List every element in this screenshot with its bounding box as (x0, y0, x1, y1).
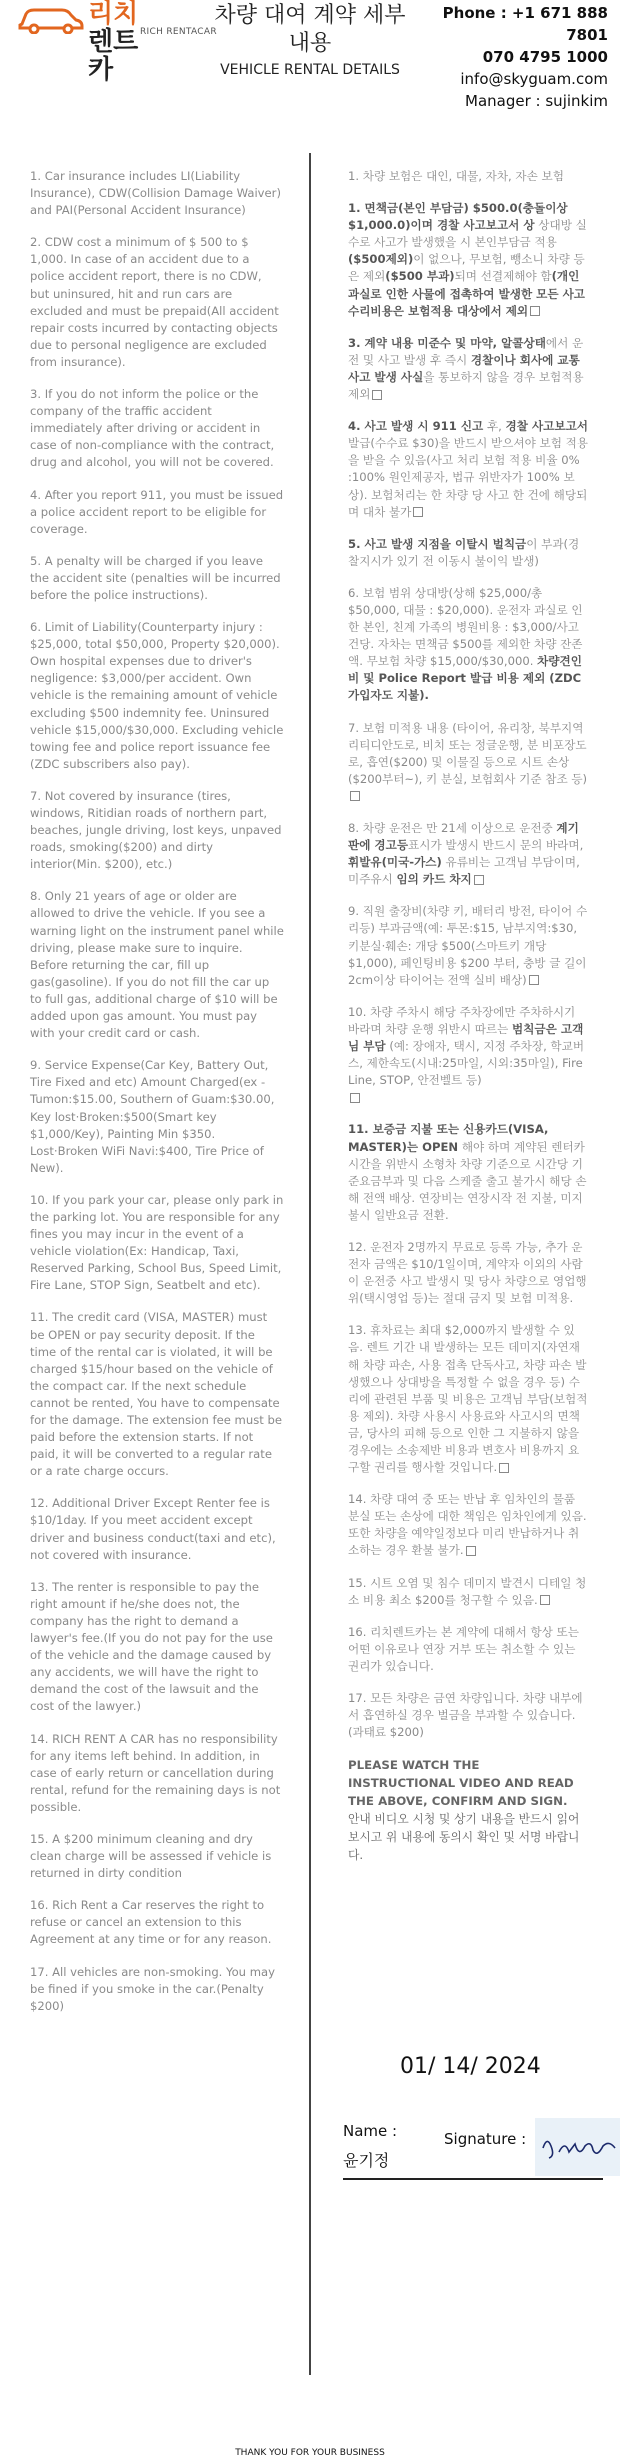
term-ko-3-bold-2: 경찰이나 회사에 교통 사고 발생 사실 (348, 352, 580, 384)
term-en-6: 6. Limit of Liability(Counterparty injury : $25,000, total $50,000, Property $20,000). Own hospital expenses due to driver's negligence: $3,000/per accident. Own vehicle is the remaining amount of vehicle excluding $500 indemnity fee. Uninsured vehicle $15,000/$30,000. Excluding vehicle towing fee and police report issuance fee (ZDC subscribers also pay). (30, 620, 284, 771)
checkbox-3[interactable] (372, 390, 382, 400)
page-title-en: VEHICLE RENTAL DETAILS (220, 62, 400, 78)
term-ko-6-text-1: 6. 보험 범위 상대방(상해 $25,000/총 $50,000, 대물 : $20,000). 운전자 과실로 인한 본인, 친계 가족의 병원비용 : $3,000/사고건당. 자차는 면책금 $500를 제외한 차량 잔존액. 무보험 차량 $15,000/$30,000. (348, 585, 583, 669)
term-ko-10-text-1: 10. 차량 주차시 해당 주차장에만 주차하시기 바라며 차량 운행 위반시 따르는 (348, 1004, 576, 1036)
logo-ri: 리치 (88, 0, 139, 29)
sign-date[interactable]: 01/ 14/ 2024 (400, 2054, 541, 2079)
term-ko-3-text-2: 을 통보하지 않을 경우 보험적용 제외 (348, 369, 584, 402)
term-ko-3-bold-1: 3. 계약 내용 미준수 및 마약, 알콜상태 (348, 335, 546, 350)
name-field[interactable]: 윤기정 (343, 2151, 390, 2170)
term-ko-5-bold-1: 5. 사고 발생 지점을 이탈시 벌칙금 (348, 536, 527, 551)
watch-instruction-en: PLEASE WATCH THE INSTRUCTIONAL VIDEO AND READ THE ABOVE, CONFIRM AND SIGN. (348, 1758, 574, 1809)
term-ko-2-bold-4: (개인 과실로 인한 사물에 접촉하여 발생한 모든 사고 수리비용은 보험적용 대상에서 제외 (348, 269, 586, 318)
term-ko-5 (348, 536, 588, 570)
term-ko-3-text-1: 에서 운전 및 사고 발생 후 즉시 (348, 335, 584, 367)
term-en-7: 7. Not covered by insurance (tires, windows, Ritidian roads of northern part, beaches, jungle driving, lost keys, unpaved roads, smoking($200) and dirty interior(Min. $200), etc.) (30, 788, 282, 872)
checkbox-15[interactable] (540, 1595, 550, 1605)
term-ko-3 (348, 335, 588, 403)
terms-korean (348, 168, 588, 1878)
term-ko-2-text-3: 되며 선결제해야 함 (454, 269, 552, 284)
checkbox-14[interactable] (466, 1546, 476, 1556)
term-ko-11-bold-1: 11. 보증금 지불 또는 신용카드(VISA, MASTER)는 OPEN (348, 1122, 549, 1154)
watch-instruction-ko: 안내 비디오 시청 및 상기 내용을 반드시 읽어보시고 위 내용에 동의시 확인 및 서명 바랍니다. (348, 1812, 580, 1863)
term-ko-4-bold-2: 경찰 사고보고서 (505, 419, 588, 434)
term-ko-2-bold-2: ($500제외) (348, 252, 414, 267)
checkbox-10[interactable] (350, 1093, 360, 1103)
name-label: Name : (343, 2122, 398, 2140)
logo-text (88, 0, 152, 84)
term-ko-4 (348, 418, 588, 521)
term-ko-2-text-1: 상대방 실수로 사고가 발생했을 시 본인부담금 적용 (348, 218, 587, 250)
term-ko-11 (348, 1121, 588, 1224)
term-en-3: 3. If you do not inform the police or the company of the traffic accident immediately after driving or accident in case of non-compliance with the contract, drug and alcohol, you will not be covered. (30, 387, 275, 470)
checkbox-4[interactable] (413, 507, 423, 517)
term-ko-6 (348, 585, 588, 705)
term-ko-2 (348, 200, 588, 320)
term-en-4: 4. After you report 911, you must be issued a police accident report to be eligible for coverage. (30, 487, 284, 536)
term-en-9: 9. Service Expense(Car Key, Battery Out, Tire Fixed and etc) Amount Charged(ex - Tumon:$15.00, Southern of Guam:$30.00, Key lost·Broken:$500(Smart key $1,000/Key), Painting Min $350. Lost·Broken WiFi Navi:$400, Tire Price of New). (30, 1058, 275, 1175)
term-ko-1: 1. 차량 보험은 대인, 대물, 자차, 자손 보험 (348, 169, 564, 183)
term-ko-10 (348, 1004, 588, 1107)
terms-english (30, 168, 284, 2030)
term-en-15: 15. A $200 minimum cleaning and dry clean charge will be assessed if vehicle is returned in dirty condition (30, 1831, 272, 1881)
term-ko-13-text: 13. 휴차료는 최대 $2,000까지 발생할 수 있음. 렌트 기간 내 발생하는 모든 데미지(자연재해 차량 파손, 사용 접촉 단독사고, 차량 파손 발생했으나 상대방을 특정할 수 없을 경우 등) 수리에 관련된 부품 및 비용은 고객님 부담(보험적용 제외). 차량 사용시 사용료와 사고시의 면책금, 당사의 피해 등으로 인한 그 지불하지 않을 경우에는 소송제반 비용과 변호사 비용까지 요구할 권리를 행사할 것입니다. (348, 1323, 588, 1475)
term-ko-12: 12. 운전자 2명까지 무료로 등록 가능, 추가 운전자 금액은 $10/1일이며, 계약자 이외의 사람이 운전중 사고 발생시 및 당사 차량으로 영업행위(택시영업 등)는 절대 금지 및 보험 미적용. (348, 1239, 587, 1306)
phone-primary: Phone : +1 671 888 7801 (442, 4, 608, 44)
term-ko-8-text-1: 8. 차량 운전은 만 21세 이상으로 운전중 (348, 821, 557, 835)
email: info@skyguam.com (460, 70, 608, 88)
manager: Manager : sujinkim (465, 92, 608, 110)
phone-secondary: 070 4795 1000 (482, 48, 608, 66)
term-en-13: 13. The renter is responsible to pay the right amount if he/she does not, the company has the right to demand a lawyer's fee.(If you do not pay for the use of the vehicle and the damage caused by any accidents, we will have the right to demand the cost of the lawsuit and the cost of the lawyer.) (30, 1579, 273, 1714)
term-ko-2-text-2: 이 없으나, 무보험, 뺑소니 차량 등은 제외 (348, 252, 585, 284)
logo (16, 0, 152, 85)
term-ko-7-text: 7. 보험 미적용 내용 (타이어, 유리창, 북부지역 리티디안도로, 비치 또는 정글운행, 분 비포장도로, 흡연($200) 및 이물질 등으로 시트 손상 ($200부터~), 키 분실, 보험회사 기준 참조 등) (348, 720, 588, 786)
footer-thanks: THANK YOU FOR YOUR BUSINESS (235, 2448, 385, 2458)
term-ko-8-bold-2: 휘발유(미국-가스) (348, 855, 442, 870)
term-ko-9-text: 9. 직원 출장비(차량 키, 배터리 방전, 타이어 수리등) 부과금액(예: 투몬:$15, 남부지역:$30, 키분실·훼손: 개당 $500(스마트키 개당 $1,000), 페인팅비용 $200 부터, 충방 글 길이 2cm이상 타이어는 전액 실비 배상) (348, 904, 588, 987)
checkbox-7[interactable] (350, 791, 360, 801)
term-ko-8-text-2: 표시가 발생시 반드시 문의 바라며, (408, 838, 584, 853)
term-en-16: 16. Rich Rent a Car reserves the right to refuse or cancel an extension to this Agreement at any time or for any reason. (30, 1898, 272, 1947)
term-ko-17: 17. 모든 차량은 금연 차량입니다. 차량 내부에서 흡연하실 경우 벌금을 부과할 수 있습니다. (과태료 $200) (348, 1691, 583, 1740)
checkbox-13[interactable] (499, 1463, 509, 1473)
page-title-ko: 차량 대여 계약 세부 내용 (214, 3, 406, 56)
term-en-2: 2. CDW cost a minimum of $ 500 to $ 1,000. In case of an accident due to a police accident report, there is no CDW, but uninsured, hit and run cars are excluded and must be prepaid(All accident repair costs incurred by contacting objects due to personal negligence are excluded from insurance). (30, 235, 279, 369)
term-ko-10-bold-1: 범칙금은 고객님 부담 (348, 1021, 584, 1054)
term-ko-4-bold-1: 4. 사고 발생 시 911 신고 (348, 419, 484, 434)
term-ko-8-bold-3: 임의 카드 차지 (396, 872, 472, 887)
term-ko-10-text-2: (예: 장애자, 택시, 지정 주차장, 학교버스, 제한속도(시내:25마일, 시외:35마일), Fire Line, STOP, 안전벨트 등) (348, 1039, 585, 1088)
signature-scribble-icon (535, 2118, 620, 2176)
name-underline (343, 2178, 603, 2180)
term-ko-14 (348, 1491, 588, 1559)
term-ko-8-text-3: 유류비는 고객님 부담이며, 미주유시 (348, 855, 580, 887)
term-en-8: 8. Only 21 years of age or older are allowed to drive the vehicle. If you see a warning light on the instrument panel while driving, please make sure to inquire. Before returning the car, fill up gas(gasoline). If you do not fill the car up to full gas, additional charge of $10 will be added upon gas amount. You must pay with your credit card or cash. (30, 889, 284, 1041)
term-ko-11-text-1: 해야 하며 계약된 렌터카 시간을 위반시 소형차 차량 기준으로 시간당 기준요금부과 및 다음 스케줄 출고 불가시 해당 손해 전액 배상. 연장비는 연장시작 전 지불, 미지불시 일반요금 전환. (348, 1139, 587, 1222)
term-en-1: 1. Car insurance includes LI(Liability Insurance), CDW(Collision Damage Waiver) and PAI(Personal Accident Insurance) (30, 169, 281, 218)
term-ko-15-text: 15. 시트 오염 및 침수 데미지 발견시 디테일 청소 비용 최소 $200를 청구할 수 있음. (348, 1575, 587, 1607)
term-ko-8 (348, 820, 588, 888)
checkbox-2[interactable] (530, 306, 540, 316)
term-ko-13 (348, 1322, 588, 1476)
term-ko-7 (348, 720, 588, 805)
term-ko-4-text-2: 발급(수수료 $30)을 반드시 받으셔야 보험 적용을 받을 수 있음(사고 처리 보험 적용 비율 0% :100% 원인제공자, 법규 위반자가 100% 보상). 보험처리는 한 차량 당 사고 한 건에 해당되며 대차 불가 (348, 436, 588, 519)
term-ko-8-bold-1: 계기판에 경고등 (348, 821, 579, 853)
term-ko-6-bold-1: 차량견인비 및 Police Report 발급 비용 제외 (ZDC 가입자도 지불). (348, 654, 582, 703)
term-ko-2-bold-3: ($500 부과) (385, 269, 455, 284)
term-en-5: 5. A penalty will be charged if you leave the accident site (penalties will be incurred before the police instructions). (30, 553, 281, 602)
term-ko-14-text: 14. 차량 대여 중 또는 반납 후 임차인의 물품 분실 또는 손상에 대한 책임은 임차인에게 있음. 또한 차량을 예약일정보다 미리 반납하거나 취소하는 경우 환불 불가. (348, 1492, 587, 1558)
car-logo-icon (16, 4, 86, 34)
term-ko-5-text-1: 이 부과(경찰지시가 있기 전 이동시 불이익 발생) (348, 536, 580, 568)
term-ko-4-text-1: 후, (483, 419, 506, 434)
term-en-14: 14. RICH RENT A CAR has no responsibility for any items left behind. In addition, in case of early return or cancellation during rental, refund for the remaining days is not possible. (30, 1731, 281, 1814)
term-ko-15 (348, 1575, 588, 1609)
column-divider (309, 153, 311, 2375)
term-en-12: 12. Additional Driver Except Renter fee is $10/1day. If you meet accident except driver and business conduct(taxi and etc), not covered with insurance. (30, 1496, 276, 1562)
checkbox-8[interactable] (474, 875, 484, 885)
term-ko-16: 16. 리치렌트카는 본 계약에 대해서 항상 또는 어떤 이유로나 연장 거부 또는 취소할 수 있는 권리가 있습니다. (348, 1624, 579, 1673)
logo-subtitle: RICH RENTACAR (140, 27, 217, 37)
logo-rentcar: 렌트카 (88, 27, 139, 85)
signature-label: Signature : (444, 2130, 527, 2148)
term-en-10: 10. If you park your car, please only park in the parking lot. You are responsible for any fines you may incur in the event of a vehicle violation(Ex: Handicap, Taxi, Reserved Parking, School Bus, Speed Limit, Fire Lane, STOP Sign, Seatbelt and etc). (30, 1192, 284, 1293)
term-ko-2-bold-1: 1. 면책금(본인 부담금) $500.0(충돌이상 $1,000.0)이며 경찰 사고보고서 상 (348, 201, 568, 233)
signature-pad[interactable] (535, 2118, 620, 2176)
contact-info (408, 2, 608, 112)
term-ko-9 (348, 903, 588, 988)
checkbox-9[interactable] (529, 975, 539, 985)
page-header (0, 0, 620, 110)
term-en-11: 11. The credit card (VISA, MASTER) must be OPEN or pay security deposit. If the time of the rental car is violated, it will be charged $15/hour based on the vehicle of the compact car. If the next schedule cannot be rented, You have to compensate for the damage. The extension fee must be paid before the extension starts. If not paid, it will be converted to a regular rate or a rate charge occurs. (30, 1310, 282, 1479)
term-en-17: 17. All vehicles are non-smoking. You may be fined if you smoke in the car.(Penalty $200) (30, 1964, 275, 2013)
